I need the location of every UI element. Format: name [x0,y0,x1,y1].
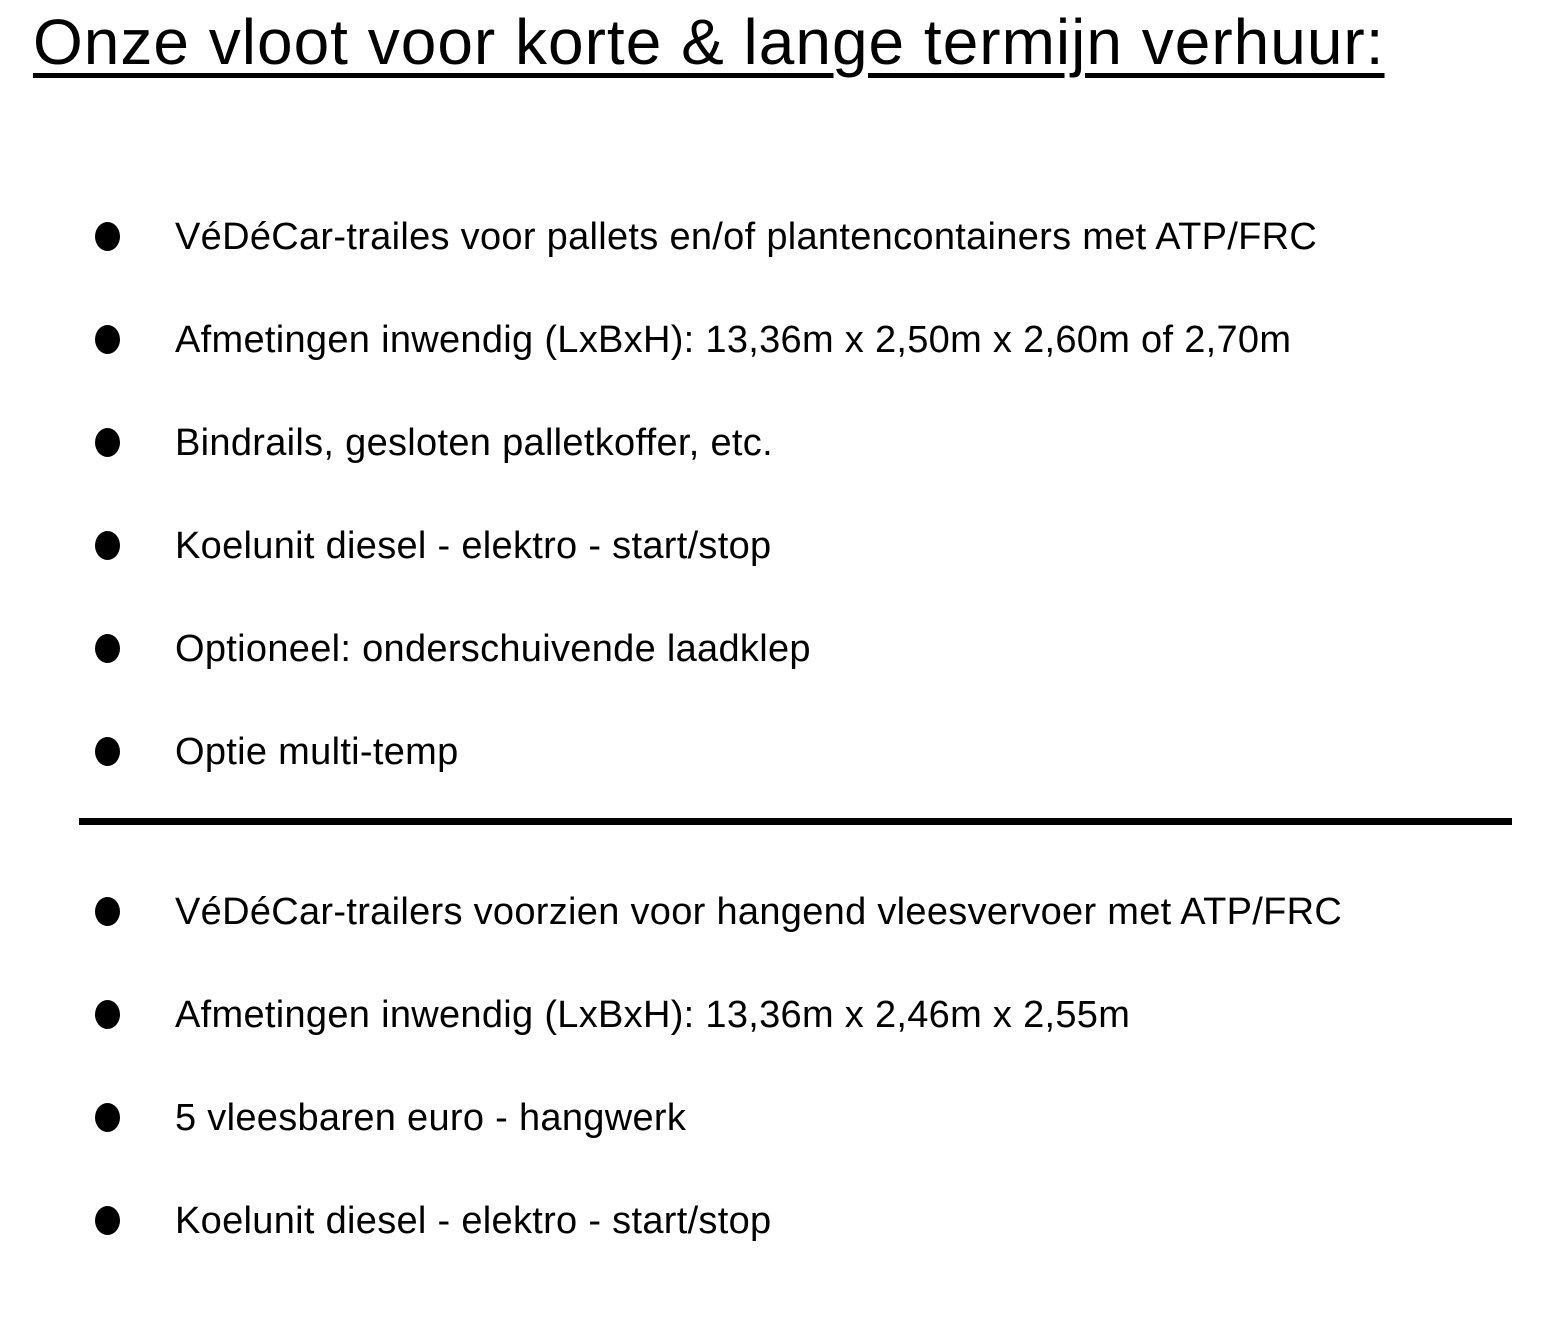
list-item [95,315,1560,365]
meat-transport-trailer-feature-list [0,887,1560,1246]
page-title: Onze vloot voor korte & lange termijn verhuur: [33,6,1385,78]
list-item [95,727,1560,777]
list-item-text: Koelunit diesel - elektro - start/stop [175,1200,772,1242]
list-item-text: 5 vleesbaren euro - hangwerk [175,1097,687,1139]
list-item-text: VéDéCar-trailes voor pallets en/of plantencontainers met ATP/FRC [175,216,1318,258]
list-item-text: VéDéCar-trailers voorzien voor hangend vleesvervoer met ATP/FRC [175,891,1343,933]
list-item [95,1093,1560,1143]
list-item-text: Koelunit diesel - elektro - start/stop [175,525,772,567]
list-item [95,887,1560,937]
bullet-icon [95,531,120,560]
list-item-text: Afmetingen inwendig (LxBxH): 13,36m x 2,50m x 2,60m of 2,70m [175,319,1292,361]
section-divider [79,818,1512,825]
list-item [95,418,1560,468]
list-item [95,1196,1560,1246]
list-item [95,990,1560,1040]
bullet-icon [95,325,120,354]
list-item [95,624,1560,674]
bullet-icon [95,737,120,766]
bullet-icon [95,1103,120,1132]
bullet-icon [95,428,120,457]
pallet-trailer-feature-list [0,212,1560,777]
list-item [95,212,1560,262]
list-item [95,521,1560,571]
list-item-text: Optioneel: onderschuivende laadklep [175,628,811,670]
list-item-text: Bindrails, gesloten palletkoffer, etc. [175,422,773,464]
bullet-icon [95,897,120,926]
list-item-text: Afmetingen inwendig (LxBxH): 13,36m x 2,46m x 2,55m [175,994,1131,1036]
bullet-icon [95,222,120,251]
bullet-icon [95,1000,120,1029]
list-item-text: Optie multi-temp [175,731,459,773]
bullet-icon [95,1206,120,1235]
bullet-icon [95,634,120,663]
